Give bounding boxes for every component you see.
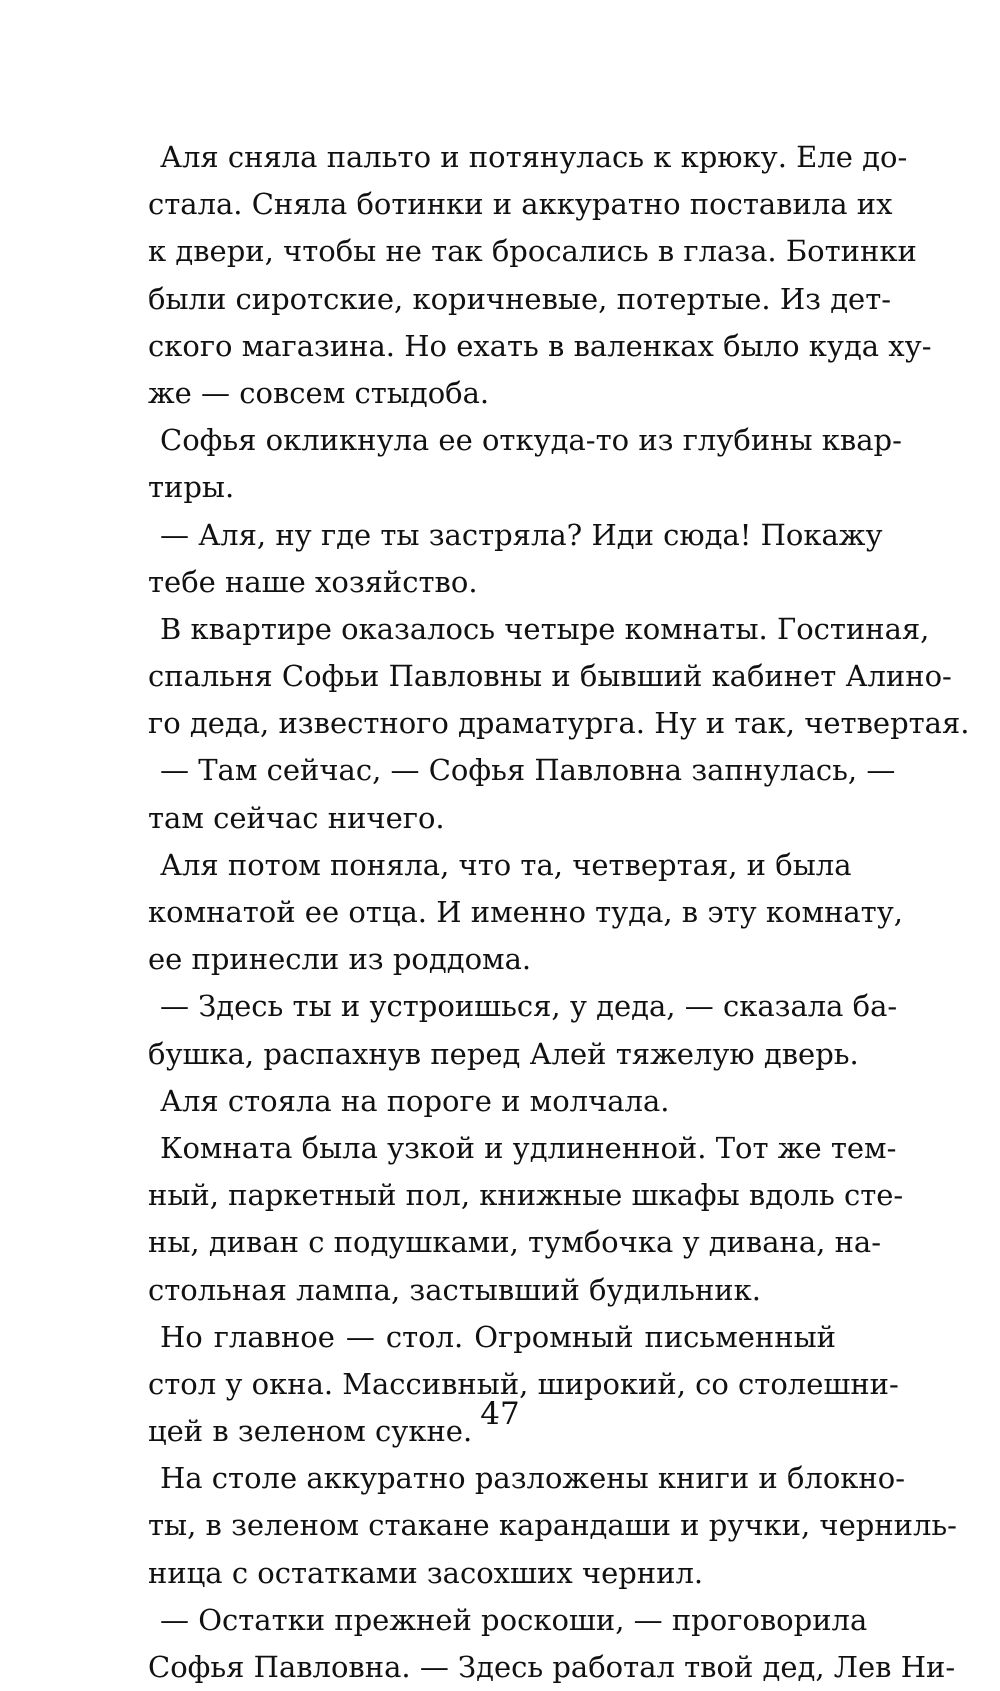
text-line: — Остатки прежней роскоши, — проговорила <box>160 1602 868 1637</box>
text-line: Софья Павловна. — Здесь работал твой дед, Лев Ни- <box>148 1650 956 1684</box>
text-line: там сейчас ничего. <box>148 800 445 835</box>
text-line: тебе наше хозяйство. <box>148 564 478 599</box>
text-line: — Аля, ну где ты застряла? Иди сюда! Покажу <box>160 517 883 552</box>
text-line: На столе аккуратно разложены книги и блокно- <box>160 1461 905 1496</box>
page-number: 47 <box>480 1396 520 1432</box>
text-line: го деда, известного драматурга. Ну и так, четвертая. <box>148 706 970 741</box>
text-line: бушка, распахнув перед Алей тяжелую дверь. <box>148 1036 859 1071</box>
text-line: стол у окна. Массивный, широкий, со столешни- <box>148 1366 899 1401</box>
text-line: ница с остатками засохших чернил. <box>148 1555 704 1590</box>
text-line: же — совсем стыдоба. <box>148 375 490 410</box>
text-line: ты, в зеленом стакане карандаши и ручки, черниль- <box>148 1508 957 1543</box>
text-line: В квартире оказалось четыре комнаты. Гостиная, <box>160 611 930 646</box>
text-line: комнатой ее отца. И именно туда, в эту комнату, <box>148 895 904 929</box>
text-line: стала. Сняла ботинки и аккуратно поставила их <box>148 187 893 222</box>
text-line: Аля потом поняла, что та, четвертая, и была <box>160 847 852 882</box>
text-line: ее принесли из роддома. <box>148 942 532 977</box>
text-line: спальня Софьи Павловны и бывший кабинет Алино- <box>148 659 952 694</box>
text-line: были сиротские, коричневые, потертые. Из дет- <box>148 281 892 316</box>
text-line: стольная лампа, застывший будильник. <box>148 1272 761 1307</box>
text-line: ны, диван с подушками, тумбочка у дивана, на- <box>148 1225 882 1260</box>
body-text <box>148 134 970 1691</box>
text-line: Софья окликнула ее откуда-то из глубины квар- <box>160 423 902 458</box>
text-line: ный, паркетный пол, книжные шкафы вдоль сте- <box>148 1178 904 1213</box>
text-line: — Там сейчас, — Софья Павловна запнулась, — <box>160 753 896 788</box>
text-line: Комната была узкой и удлиненной. Тот же тем- <box>160 1130 897 1165</box>
text-line: — Здесь ты и устроишься, у деда, — сказала ба- <box>160 989 898 1024</box>
text-line: Аля стояла на пороге и молчала. <box>160 1083 670 1118</box>
text-line: цей в зеленом сукне. <box>148 1414 473 1449</box>
text-line: ского магазина. Но ехать в валенках было куда ху- <box>148 328 932 363</box>
text-line: Но главное — стол. Огромный письменный <box>160 1319 836 1354</box>
text-line: тиры. <box>148 470 235 505</box>
text-line: к двери, чтобы не так бросались в глаза. Ботинки <box>148 234 917 269</box>
text-line: Аля сняла пальто и потянулась к крюку. Еле до- <box>160 140 908 174</box>
